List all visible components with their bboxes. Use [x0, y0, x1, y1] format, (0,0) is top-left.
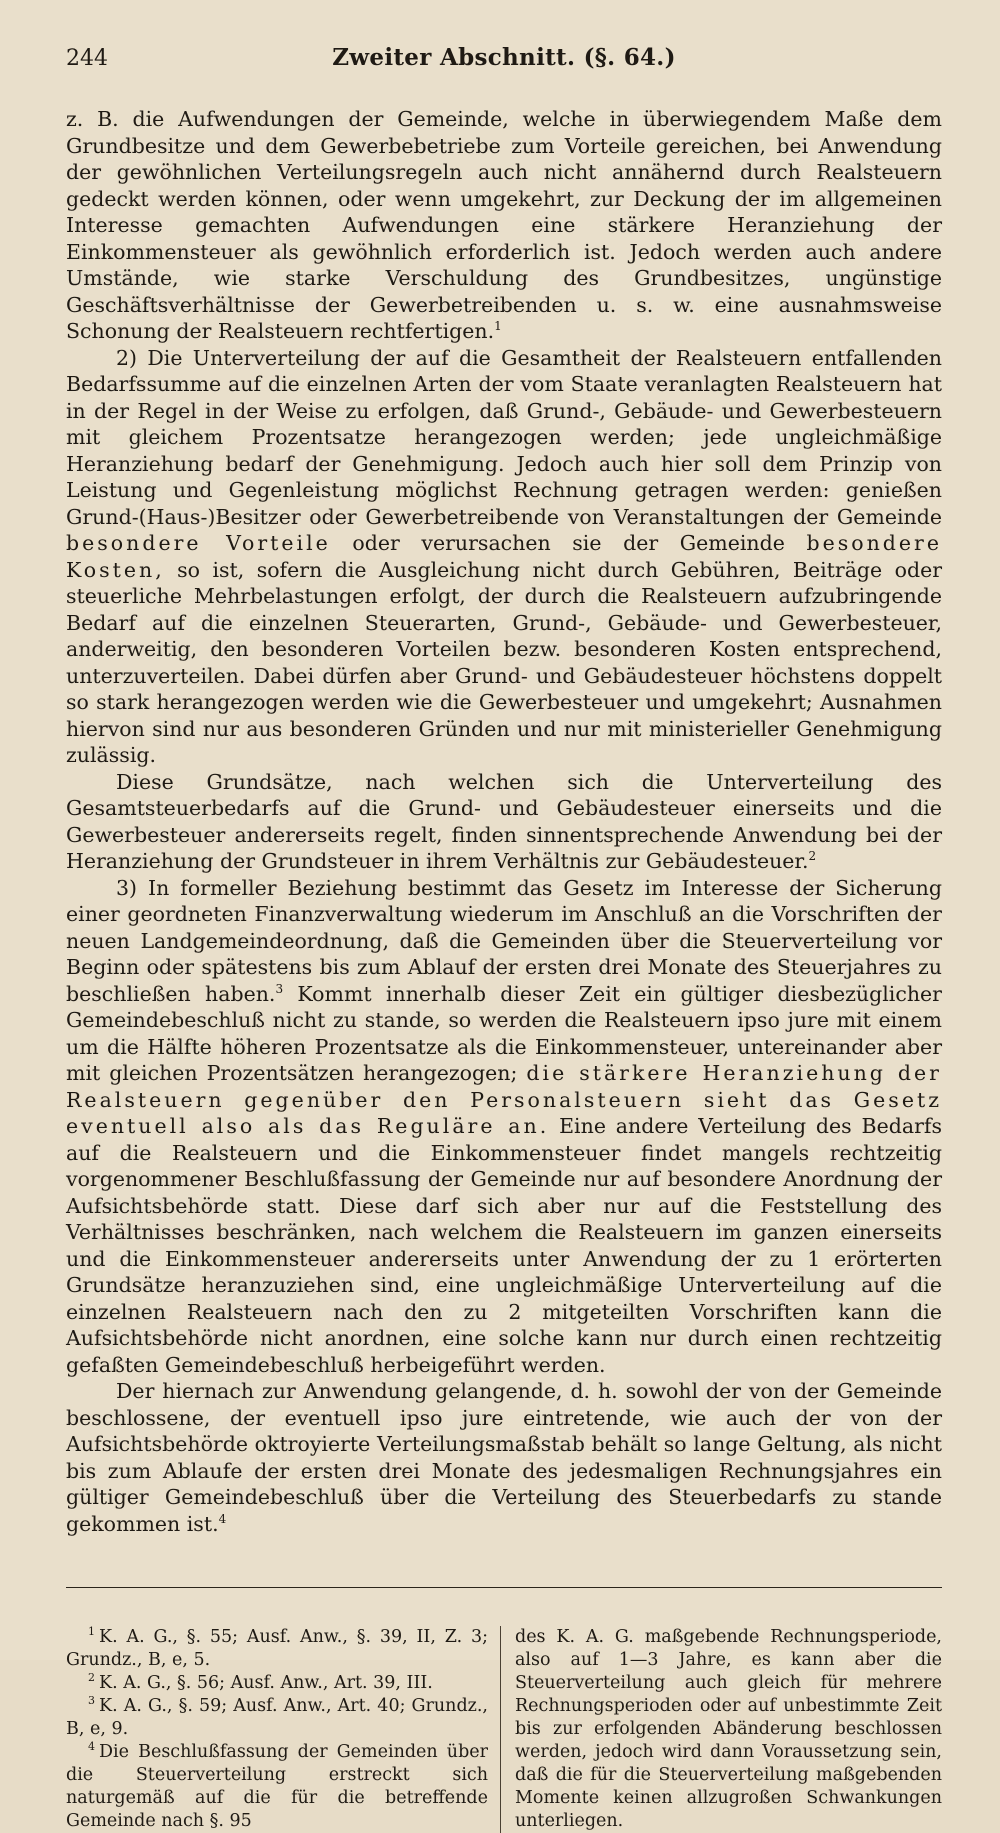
footnote-4-continued	[515, 1626, 942, 1833]
footnote-2-mark: 2	[88, 1671, 95, 1685]
paragraph-4-emphasis: die stärkere Heranziehung der Realsteuern gegenüber den Personalsteuern sieht das Gesetz eventuell also als das Reguläre an.	[66, 1061, 942, 1138]
footnotes	[66, 1626, 942, 1833]
paragraph-2-text-b: oder verursachen sie der Gemeinde	[352, 531, 785, 555]
footnote-ref-2: 2	[808, 849, 817, 864]
footnote-divider	[66, 1587, 942, 1588]
paragraph-2-text-c: so ist, sofern die Ausgleichung nicht durch Gebühren, Beiträge oder steuerliche Mehrbelastungen erfolgt, der durch die Realsteuern aufzubringende Bedarf auf die einzelnen Steuerarten, Grund-, Gebäude- und Gewerbesteuer, anderweitig, den besonderen Vorteilen bezw. besonderen Kosten entsprechend, unterzuverteilen. Dabei dürfen aber Grund- und Gebäudesteuer höchstens doppelt so stark herangezogen werden wie die Gewerbesteuer und umgekehrt; Ausnahmen hiervon sind nur aus besonderen Gründen und nur mit ministerieller Genehmigung zulässig.	[66, 557, 942, 767]
paragraph-4-text-a: 3) In formeller Beziehung bestimmt das Gesetz im Interesse der Sicherung einer geordneten Finanzverwaltung wiederum im Anschluß an die Vorschriften der neuen Landgemeindeordnung, daß die Gemeinden über die Steuerverteilung vor Beginn oder spätestens bis zum Ablauf der ersten drei Monate des Steuerjahres zu beschließen haben.	[66, 875, 942, 1006]
paragraph-4-text-b: Kommt innerhalb dieser Zeit ein gültiger diesbezüglicher Gemeindebeschluß nicht zu stande, so werden die Realsteuern ipso jure mit einem um die Hälfte höheren Prozentsatze als die Einkommensteuer, untereinander aber mit gleichen Prozentsätzen herangezogen;	[66, 981, 942, 1085]
page-number: 244	[66, 46, 108, 71]
paragraph-3-text: Diese Grundsätze, nach welchen sich die Unterverteilung des Gesamtsteuerbedarfs auf die Grund- und Gebäudesteuer einerseits und die Gewerbesteuer andererseits regelt, finden sinnentsprechende Anwendung bei der Heranziehung der Grundsteuer in ihrem Verhältnis zur Gebäudesteuer.	[66, 769, 942, 873]
footnote-2-text: K. A. G., §. 56; Ausf. Anw., Art. 39, III.	[99, 1673, 433, 1693]
footnote-ref-4: 4	[218, 1511, 227, 1526]
footnote-3-text: K. A. G., §. 59; Ausf. Anw., Art. 40; Grundz., B, e, 9.	[66, 1696, 488, 1739]
footnote-4-text-left: Die Beschlußfassung der Gemeinden über die Steuerverteilung erstreckt sich naturgemäß auf die für die betreffende Gemeinde nach §. 95	[66, 1742, 488, 1831]
page-header	[66, 44, 942, 84]
paragraph-5-text: Der hiernach zur Anwendung gelangende, d. h. sowohl der von der Gemeinde beschlossene, der eventuell ipso jure eintretende, wie auch der von der Aufsichtsbehörde oktroyierte Verteilungsmaßstab behält so lange Geltung, als nicht bis zum Ablaufe der ersten drei Monate des jedesmaligen Rechnungsjahres ein gültiger Gemeindebeschluß über die Verteilung des Steuerbedarfs zu stande gekommen ist.	[66, 1379, 942, 1536]
footnote-2	[66, 1672, 488, 1695]
footnote-1	[66, 1626, 488, 1672]
paragraph-1-text: z. B. die Aufwendungen der Gemeinde, welche in überwiegendem Maße dem Grundbesitze und dem Gewerbebetriebe zum Vorteile gereichen, bei Anwendung der gewöhnlichen Verteilungsregeln auch nicht annähernd durch Realsteuern gedeckt werden können, oder wenn umgekehrt, zur Deckung der im allgemeinen Interesse gemachten Aufwendungen eine stärkere Heranziehung der Einkommensteuer als gewöhnlich erforderlich ist. Jedoch werden auch andere Umstände, wie starke Verschuldung des Grundbesitzes, ungünstige Geschäftsverhältnisse der Gewerbetreibenden u. s. w. eine ausnahmsweise Schonung der Realsteuern rechtfertigen.	[66, 107, 942, 343]
footnotes-right-column	[501, 1626, 942, 1833]
paragraph-4	[66, 875, 942, 1379]
paragraph-2-emphasis-1: besondere Vorteile	[66, 531, 331, 555]
footnote-4-mark: 4	[88, 1740, 95, 1754]
paragraph-2	[66, 345, 942, 769]
running-head: Zweiter Abschnitt. (§. 64.)	[332, 44, 676, 71]
footnote-ref-1: 1	[494, 319, 502, 334]
paragraph-2-emphasis-2: besondere Kosten,	[66, 531, 942, 582]
footnote-1-mark: 1	[88, 1625, 95, 1639]
footnotes-left-column	[66, 1626, 501, 1833]
paragraph-3	[66, 769, 942, 875]
paragraph-4-text-c: Eine andere Verteilung des Bedarfs auf die Realsteuern und die Einkommensteuer findet mangels rechtzeitig vorgenommener Beschlußfassung der Gemeinde nur auf besondere Anordnung der Aufsichtsbehörde statt. Diese darf sich aber nur auf die Feststellung des Verhältnisses beschränken, nach welchem die Realsteuern im ganzen einerseits und die Einkommensteuer andererseits unter Anwendung der zu 1 erörterten Grundsätze heranzuziehen sind, eine ungleichmäßige Unterverteilung auf die einzelnen Realsteuern nach den zu 2 mitgeteilten Vorschriften kann die Aufsichtsbehörde nicht anordnen, eine solche kann nur durch einen rechtzeitig gefaßten Gemeindebeschluß herbeigeführt werden.	[66, 1114, 942, 1377]
footnote-4-text-right: des K. A. G. maßgebende Rechnungsperiode, also auf 1—3 Jahre, es kann aber die Steuerverteilung auch gleich für mehrere Rechnungsperioden oder auf unbestimmte Zeit bis zur erfolgenden Abänderung beschlossen werden, jedoch wird dann Voraussetzung sein, daß die für die Steuerverteilung maßgebenden Momente keinen allzugroßen Schwankungen unterliegen.	[515, 1627, 942, 1831]
main-text	[66, 106, 942, 1537]
footnote-1-text: K. A. G., §. 55; Ausf. Anw., §. 39, II, Z. 3; Grundz., B, e, 5.	[66, 1627, 488, 1670]
footnote-ref-3: 3	[275, 981, 284, 996]
paragraph-5	[66, 1378, 942, 1537]
footnote-3-mark: 3	[88, 1694, 95, 1708]
footnote-3	[66, 1695, 488, 1741]
footnote-4	[66, 1741, 488, 1833]
paragraph-2-text-a: 2) Die Unterverteilung der auf die Gesamtheit der Realsteuern entfallenden Bedarfssumme auf die einzelnen Arten der vom Staate veranlagten Realsteuern hat in der Regel in der Weise zu erfolgen, daß Grund-, Gebäude- und Gewerbesteuern mit gleichem Prozentsatze herangezogen werden; jede ungleichmäßige Heranziehung bedarf der Genehmigung. Jedoch auch hier soll dem Prinzip von Leistung und Gegenleistung möglichst Rechnung getragen werden: genießen Grund-(Haus-)Besitzer oder Gewerbetreibende von Veranstaltungen der Gemeinde	[66, 345, 942, 529]
paragraph-1	[66, 106, 942, 345]
